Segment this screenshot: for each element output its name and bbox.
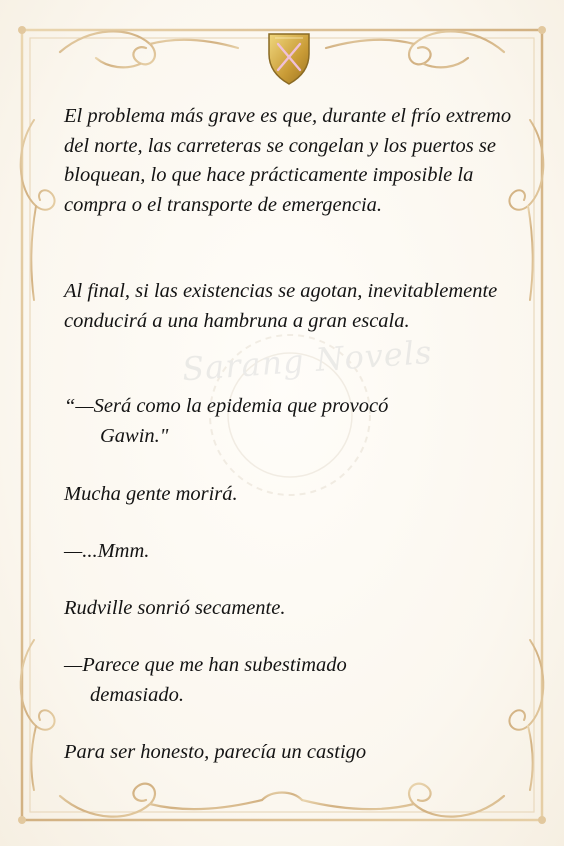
paragraph-7 [64,651,514,710]
paragraph-2: Al final, si las existencias se agotan, inevitablemente conducirá a una hambruna a gran escala. [64,280,498,332]
shield-crest-icon [264,28,314,86]
paragraph-1: El problema más grave es que, durante el frío extremo del norte, las carreteras se congelan y los puertos se bloquean, lo que hace prácticamente imposible la compra o el transporte de emergencia. [64,105,512,216]
watermark-text: Sarang Novels [180,332,434,389]
paragraph-3-line-2: Gawin." [100,424,169,447]
paragraph-4: Mucha gente morirá. [64,483,238,505]
paragraph-6: Rudville sonrió secamente. [64,597,286,619]
paragraph-3 [64,392,514,451]
paragraph-3-line-1: “—Será como la epidemia que provocó [64,395,389,417]
paragraph-7-line-1: —Parece que me han subestimado [64,654,347,676]
paragraph-7-line-2: demasiado. [90,683,184,706]
paragraph-8: Para ser honesto, parecía un castigo [64,741,367,763]
paragraph-5: —...Mmm. [64,540,150,562]
